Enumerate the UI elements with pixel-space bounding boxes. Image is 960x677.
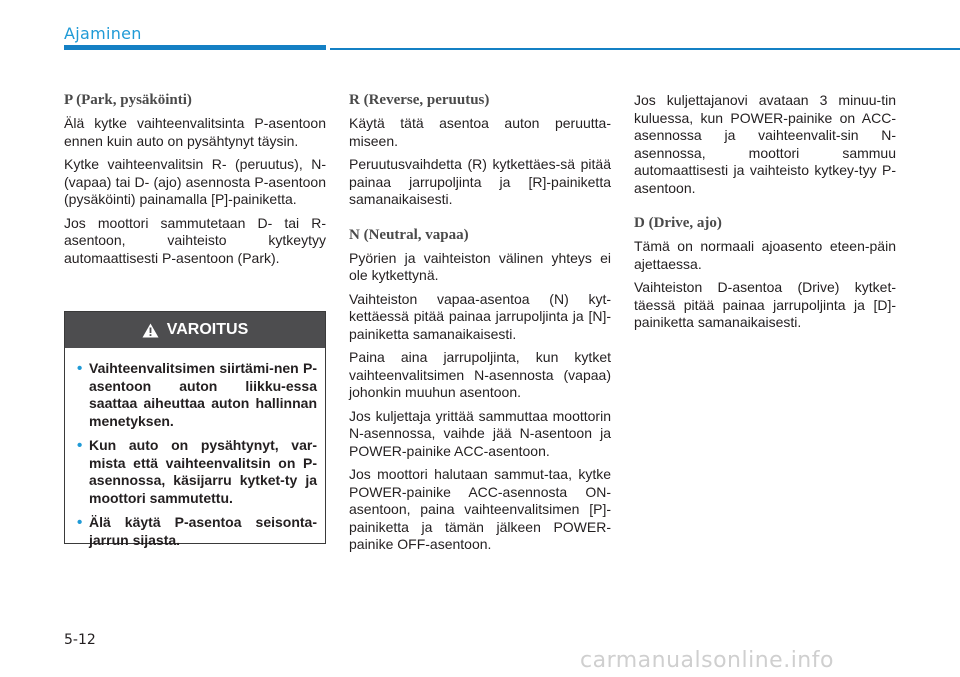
heading-park: P (Park, pysäköinti) [64, 92, 192, 108]
warning-list [65, 348, 325, 549]
section-title: Ajaminen [64, 24, 142, 43]
paragraph: Jos moottori sammutetaan D- tai R-asentoon, vaihteisto kytkeytyy automaattisesti P-asentoon (Park). [64, 214, 326, 266]
heading-reverse: R (Reverse, peruutus) [349, 92, 490, 108]
paragraph: Vaihteiston D-asentoa (Drive) kytket-täessä pitää painaa jarrupoljinta ja [D]-painiketta samanaikaisesti. [634, 279, 896, 330]
paragraph: Kytke vaihteenvalitsin R- (peruutus), N- (vapaa) tai D- (ajo) asennosta P-asentoon (pysäköinti) painamalla [P]-painiketta. [64, 156, 326, 207]
header-rule-thin [330, 48, 960, 50]
paragraph: Pyörien ja vaihteiston välinen yhteys ei ole kytkettynä. [349, 249, 611, 283]
column-left [64, 92, 326, 273]
warning-title: VAROITUS [166, 321, 249, 338]
warning-item: • Älä käytä P-asentoa seisonta-jarrun sijasta. [79, 514, 317, 549]
heading-drive: D (Drive, ajo) [634, 215, 722, 231]
paragraph: Käytä tätä asentoa auton peruutta-miseen. [349, 115, 611, 149]
paragraph: Tämä on normaali ajoasento eteen-päin ajettaessa. [634, 238, 896, 272]
paragraph: Jos kuljettaja yrittää sammuttaa moottorin N-asennossa, vaihde jää N-asentoon ja POWER-painike ACC-asentoon. [349, 407, 611, 459]
column-middle [349, 92, 611, 560]
watermark: carmanualsonline.info [580, 648, 834, 673]
paragraph: Vaihteiston vapaa-asentoa (N) kyt-kettäessä pitää painaa jarrupoljinta ja [N]-painiketta samanaikaisesti. [349, 290, 611, 342]
page-number: 5-12 [64, 632, 96, 648]
warning-item: • Vaihteenvalitsimen siirtämi-nen P-asentoon auton liikku-essa saattaa aiheuttaa auton hallinnan menetyksen. [79, 360, 317, 430]
paragraph: Paina aina jarrupoljinta, kun kytket vaihteenvalitsimen N-asennosta (vapaa) johonkin muuhun asentoon. [349, 349, 611, 400]
warning-triangle-icon [142, 323, 159, 338]
heading-neutral: N (Neutral, vapaa) [349, 226, 469, 243]
warning-header [65, 312, 325, 348]
warning-box [64, 311, 326, 548]
paragraph: Peruutusvaihdetta (R) kytkettäes-sä pitää painaa jarrupoljinta ja [R]-painiketta samanaikaisesti. [349, 156, 611, 207]
paragraph: Jos moottori halutaan sammut-taa, kytke POWER-painike ACC-asennosta ON-asentoon, paina vaihteenvalitsimen [P]-painiketta ja tämän jälkeen POWER-painike OFF-asentoon. [349, 466, 611, 552]
warning-item: • Kun auto on pysähtynyt, var-mista että vaihteenvalitsin on P-asennossa, käsijarru kytket-ty ja moottori sammutettu. [79, 437, 317, 507]
header-rule-thick [64, 45, 326, 50]
paragraph: Älä kytke vaihteenvalitsinta P-asentoon ennen kuin auto on pysähtynyt täysin. [64, 115, 326, 149]
paragraph: Jos kuljettajanovi avataan 3 minuu-tin kuluessa, kun POWER-painike on ACC-asennossa ja vaihteenvalit-sin N-asennossa, moottori sammuu automaattisesti ja vaihteisto kytkey-tyy P-asentoon. [634, 92, 896, 196]
column-right [634, 92, 896, 338]
